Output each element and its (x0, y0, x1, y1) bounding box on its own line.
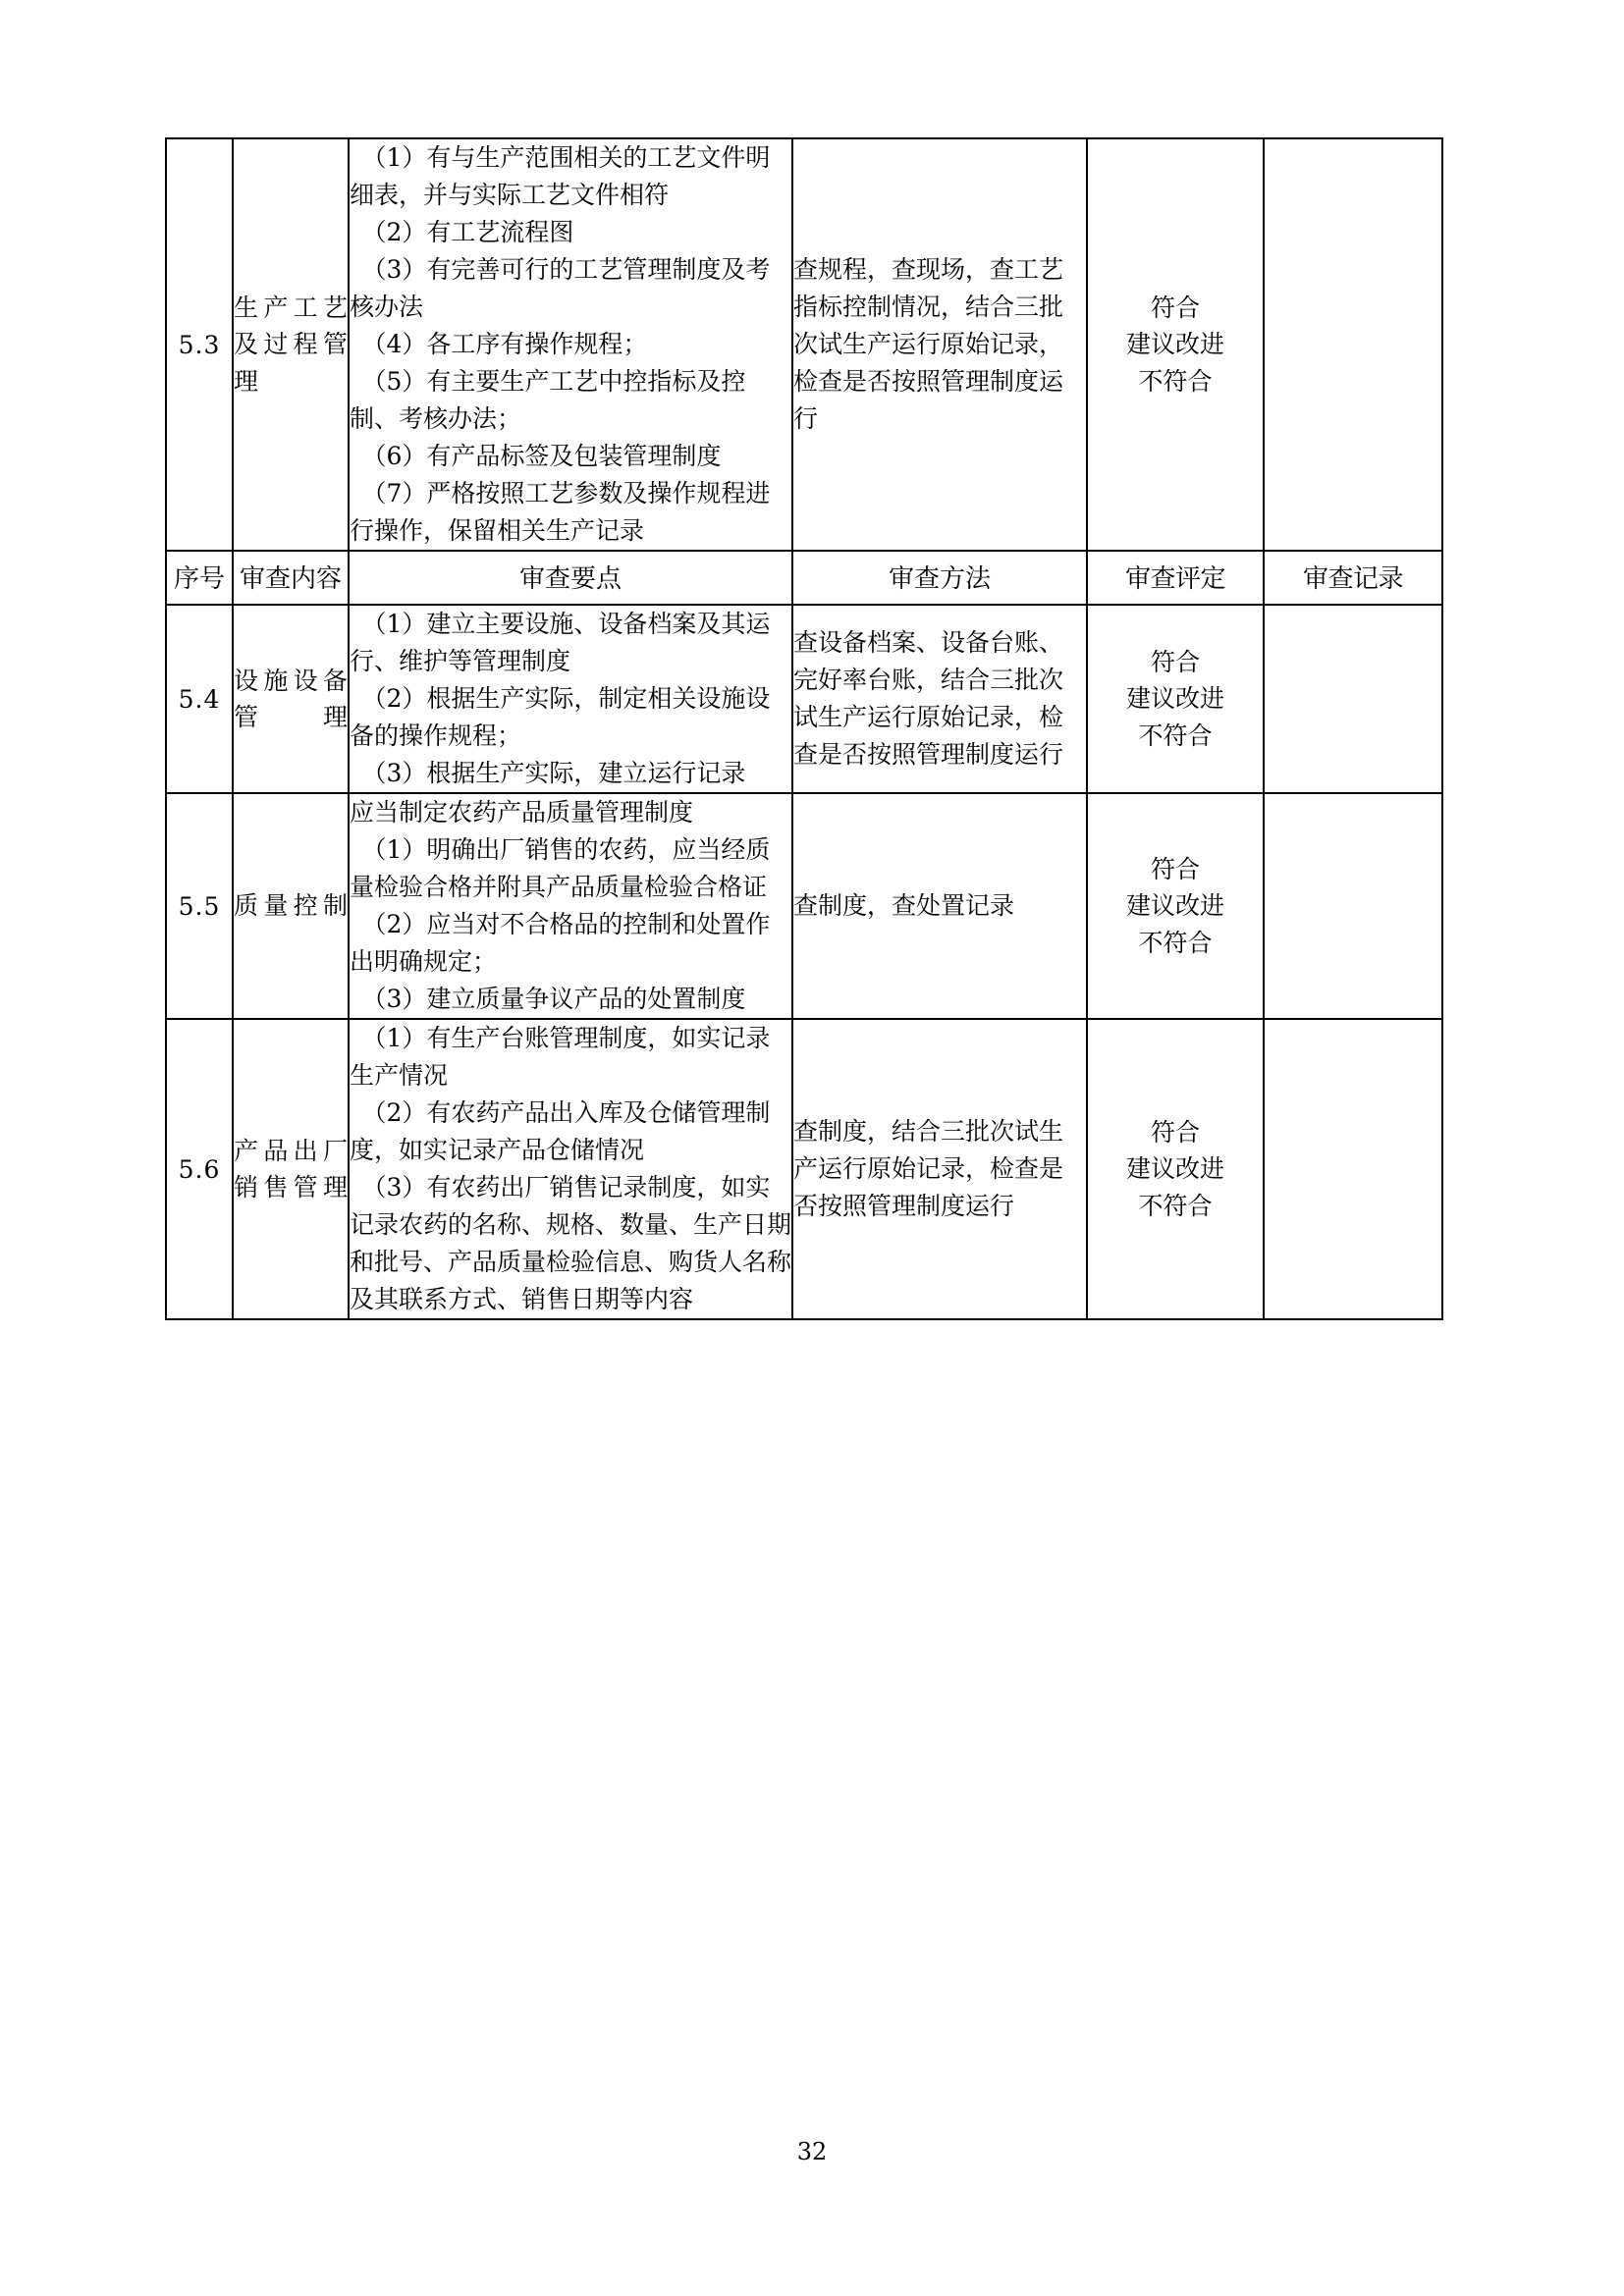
audit-row-number: 5.4 (166, 605, 233, 793)
audit-point-line: （2）根据生产实际，制定相关设施设备的操作规程； (350, 684, 771, 750)
table-row (166, 605, 1442, 793)
evaluation-option[interactable]: 符合 (1150, 293, 1200, 322)
audit-point-line: （1）明确出厂销售的农药，应当经质量检验合格并附具产品质量检验合格证 (350, 835, 771, 901)
audit-point-line: （2）应当对不合格品的控制和处置作出明确规定； (350, 910, 771, 976)
audit-record-cell[interactable] (1264, 605, 1442, 793)
table-header-content: 审查内容 (233, 551, 349, 605)
evaluation-option[interactable]: 符合 (1150, 854, 1200, 883)
page-number: 32 (796, 2138, 828, 2165)
audit-point-line: （2）有工艺流程图 (350, 218, 574, 246)
table-header-points: 审查要点 (349, 551, 792, 605)
audit-evaluation-cell[interactable] (1087, 605, 1264, 793)
audit-row-number: 5.3 (166, 138, 233, 551)
audit-content-cell: 生产工艺及过程管理 (233, 138, 349, 551)
audit-method-cell: 查制度，结合三批次试生产运行原始记录，检查是否按照管理制度运行 (792, 1019, 1087, 1319)
audit-point-line: （1）有与生产范围相关的工艺文件明细表，并与实际工艺文件相符 (350, 143, 771, 209)
audit-point-line: （1）建立主要设施、设备档案及其运行、维护等管理制度 (350, 610, 771, 675)
evaluation-option[interactable]: 符合 (1150, 647, 1200, 676)
evaluation-option[interactable]: 建议改进 (1125, 891, 1224, 921)
table-header-row (166, 551, 1442, 605)
table-header-evaluation: 审查评定 (1087, 551, 1264, 605)
audit-record-cell[interactable] (1264, 793, 1442, 1019)
evaluation-option[interactable]: 建议改进 (1125, 684, 1224, 714)
audit-points-cell (349, 138, 792, 551)
audit-method-cell: 查规程，查现场，查工艺指标控制情况，结合三批次试生产运行原始记录，检查是否按照管理制度运行 (792, 138, 1087, 551)
audit-evaluation-cell[interactable] (1087, 138, 1264, 551)
audit-method-cell: 查设备档案、设备台账、完好率台账，结合三批次试生产运行原始记录，检查是否按照管理制度运行 (792, 605, 1087, 793)
audit-point-line: （3）建立质量争议产品的处置制度 (350, 985, 746, 1013)
audit-point-line: （4）各工序有操作规程； (350, 330, 648, 358)
audit-point-line: （2）有农药产品出入库及仓储管理制度，如实记录产品仓储情况 (350, 1098, 771, 1164)
audit-content-cell: 产品出厂销售管理 (233, 1019, 349, 1319)
evaluation-option[interactable]: 不符合 (1138, 366, 1213, 396)
audit-method-cell: 查制度，查处置记录 (792, 793, 1087, 1019)
audit-record-cell[interactable] (1264, 138, 1442, 551)
audit-point-line: 应当制定农药产品质量管理制度 (350, 798, 694, 827)
audit-point-line: （1）有生产台账管理制度，如实记录生产情况 (350, 1024, 771, 1090)
audit-point-line: （3）根据生产实际，建立运行记录 (350, 759, 746, 787)
audit-row-number: 5.6 (166, 1019, 233, 1319)
audit-point-line: （3）有完善可行的工艺管理制度及考核办法 (350, 255, 771, 321)
table-header-method: 审查方法 (792, 551, 1087, 605)
audit-points-cell (349, 793, 792, 1019)
table-row (166, 1019, 1442, 1319)
audit-table (165, 137, 1443, 1320)
audit-table-container (165, 137, 1441, 1320)
audit-content-cell: 质量控制 (233, 793, 349, 1019)
evaluation-option[interactable]: 不符合 (1138, 928, 1213, 957)
table-header-no: 序号 (166, 551, 233, 605)
table-row (166, 793, 1442, 1019)
evaluation-option[interactable]: 不符合 (1138, 721, 1213, 750)
evaluation-option[interactable]: 不符合 (1138, 1191, 1213, 1220)
audit-point-line: （5）有主要生产工艺中控指标及控制、考核办法； (350, 367, 746, 433)
audit-point-line: （3）有农药出厂销售记录制度，如实记录农药的名称、规格、数量、生产日期和批号、产品质量检验信息、购货人名称及其联系方式、销售日期等内容 (350, 1173, 792, 1313)
audit-content-cell: 设施设备管理 (233, 605, 349, 793)
evaluation-option[interactable]: 建议改进 (1125, 330, 1224, 359)
evaluation-option[interactable]: 符合 (1150, 1117, 1200, 1147)
audit-points-cell (349, 605, 792, 793)
audit-row-number: 5.5 (166, 793, 233, 1019)
audit-point-line: （6）有产品标签及包装管理制度 (350, 442, 722, 470)
table-header-record: 审查记录 (1264, 551, 1442, 605)
audit-evaluation-cell[interactable] (1087, 793, 1264, 1019)
table-row (166, 138, 1442, 551)
audit-record-cell[interactable] (1264, 1019, 1442, 1319)
audit-evaluation-cell[interactable] (1087, 1019, 1264, 1319)
audit-points-cell (349, 1019, 792, 1319)
evaluation-option[interactable]: 建议改进 (1125, 1154, 1224, 1184)
audit-point-line: （7）严格按照工艺参数及操作规程进行操作，保留相关生产记录 (350, 479, 771, 545)
